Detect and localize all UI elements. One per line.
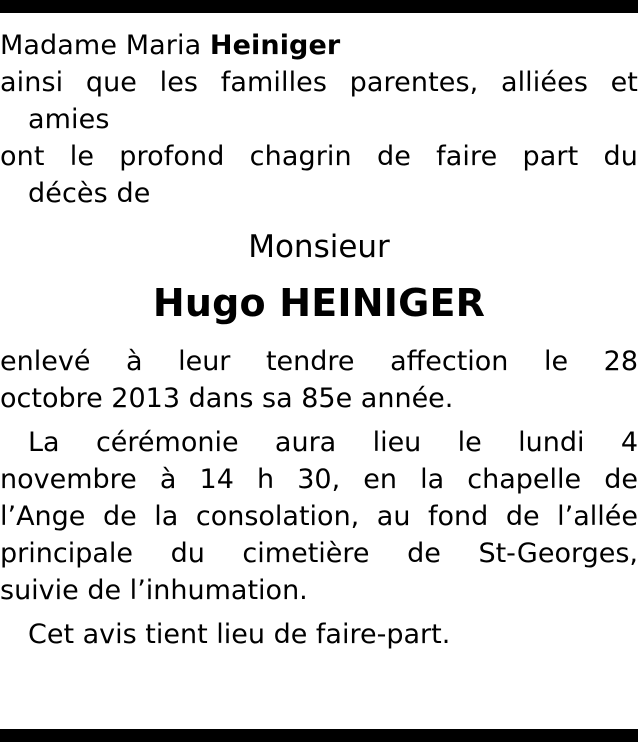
spacer-before-ceremony xyxy=(0,417,638,424)
ceremony-line-4: principale du cimetière de St-Georges, xyxy=(0,538,638,569)
ceremony-line-1: La cérémonie aura lieu le lundi 4 xyxy=(28,427,638,458)
ceremony-line-5: suivie de l’inhumation. xyxy=(0,575,308,606)
passing-line-1: enlevé à leur tendre affection le 28 xyxy=(0,346,638,377)
grief-line-cont: décès de xyxy=(28,178,151,209)
ceremony-line-3: l’Ange de la consolation, au fond de l’allée xyxy=(0,501,638,532)
announcer-line xyxy=(0,27,638,64)
honorific-title: Monsieur xyxy=(248,229,390,265)
ceremony-line-2: novembre à 14 h 30, en la chapelle de xyxy=(0,464,638,495)
bottom-rule-divider xyxy=(0,729,638,742)
spacer-before-closing xyxy=(0,609,638,616)
grief-line: ont le profond chagrin de faire part du xyxy=(0,141,638,172)
deceased-name: Hugo HEINIGER xyxy=(152,281,486,325)
announcer-surname: Heiniger xyxy=(209,30,341,61)
top-rule-divider xyxy=(0,0,638,13)
passing-line-2: octobre 2013 dans sa 85e année. xyxy=(0,383,454,414)
announcer-prefix: Madame Maria xyxy=(0,30,210,61)
spacer-before-honorific xyxy=(0,212,638,219)
families-line: ainsi que les familles parentes, alliées et xyxy=(0,67,638,98)
families-line-cont: amies xyxy=(28,104,110,135)
notice-body xyxy=(0,13,638,653)
spacer-after-name xyxy=(0,331,638,343)
closing-line: Cet avis tient lieu de faire-part. xyxy=(28,619,451,650)
